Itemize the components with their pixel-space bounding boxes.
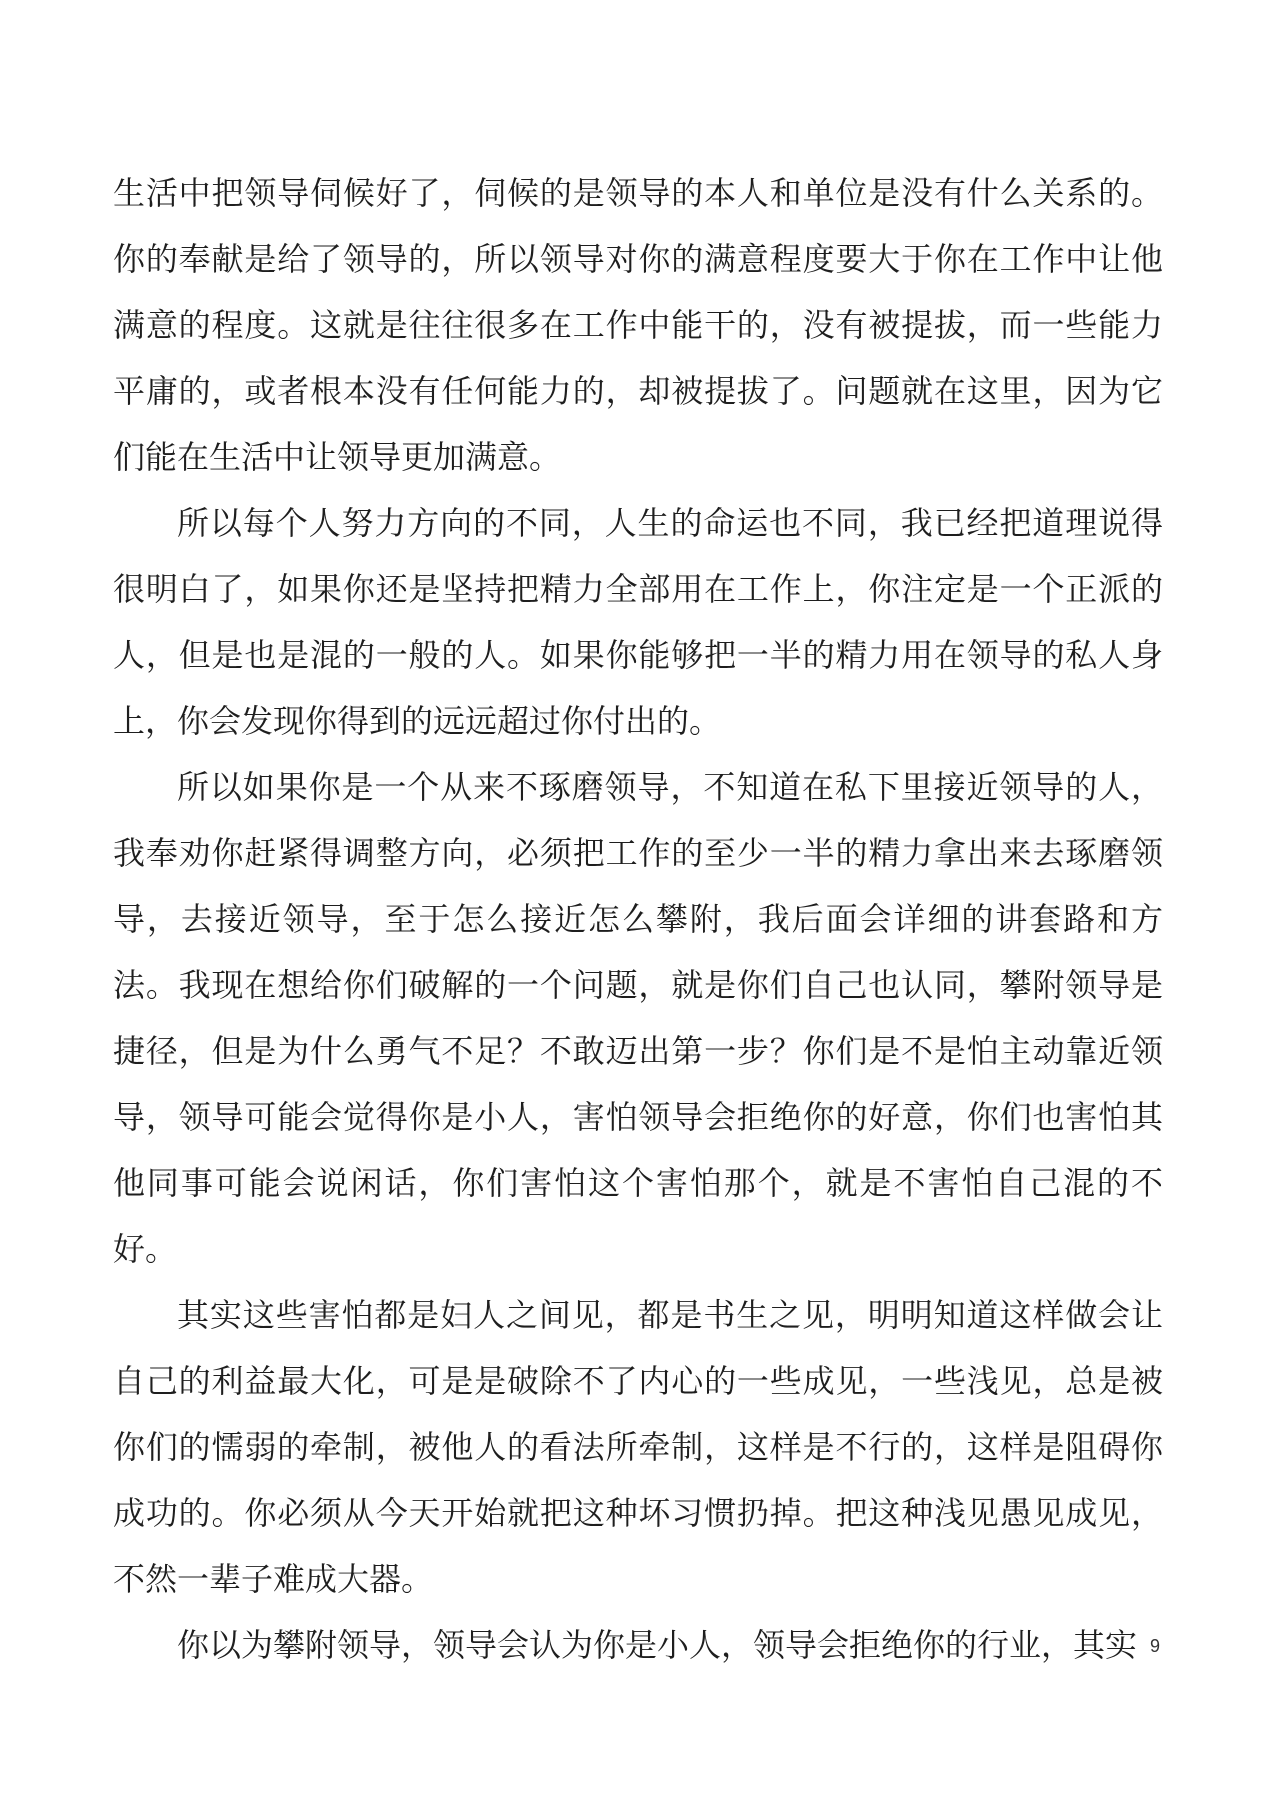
paragraph-3: 所以如果你是一个从来不琢磨领导，不知道在私下里接近领导的人，我奉劝你赶紧得调整方向，必须把工作的至少一半的精力拿出来去琢磨领导，去接近领导，至于怎么接近怎么攀附，我后面会详细的讲套路和方法。我现在想给你们破解的一个问题，就是你们自己也认同，攀附领导是捷径，但是为什么勇气不足？不敢迈出第一步？你们是不是怕主动靠近领导，领导可能会觉得你是小人，害怕领导会拒绝你的好意，你们也害怕其他同事可能会说闲话，你们害怕这个害怕那个，就是不害怕自己混的不好。	[113, 768, 1163, 1268]
paragraph-4: 其实这些害怕都是妇人之间见，都是书生之见，明明知道这样做会让自己的利益最大化，可是是破除不了内心的一些成见，一些浅见，总是被你们的懦弱的牵制，被他人的看法所牵制，这样是不行的，这样是阻碍你成功的。你必须从今天开始就把这种坏习惯扔掉。把这种浅见愚见成见，不然一辈子难成大器。	[113, 1296, 1163, 1598]
paragraph-2: 所以每个人努力方向的不同，人生的命运也不同，我已经把道理说得很明白了，如果你还是坚持把精力全部用在工作上，你注定是一个正派的人，但是也是混的一般的人。如果你能够把一半的精力用在领导的私人身上，你会发现你得到的远远超过你付出的。	[113, 504, 1163, 740]
paragraph-1: 生活中把领导伺候好了，伺候的是领导的本人和单位是没有什么关系的。你的奉献是给了领导的，所以领导对你的满意程度要大于你在工作中让他满意的程度。这就是往往很多在工作中能干的，没有被提拔，而一些能力平庸的，或者根本没有任何能力的，却被提拔了。问题就在这里，因为它们能在生活中让领导更加满意。	[113, 174, 1163, 476]
page-number: 9	[1149, 1636, 1160, 1656]
document-body	[113, 160, 1163, 1678]
paragraph-5: 你以为攀附领导，领导会认为你是小人，领导会拒绝你的行业，其实	[177, 1626, 1138, 1664]
